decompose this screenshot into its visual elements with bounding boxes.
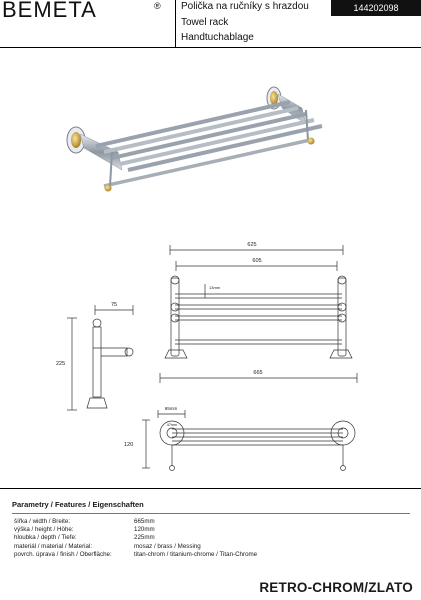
brand-logo: BEMETA <box>2 0 97 22</box>
front-view-drawing <box>160 245 357 383</box>
dim-depth: 75 <box>110 302 118 308</box>
param-value: mosaz / brass / Messing <box>134 542 201 550</box>
dim-mount: 65mm <box>164 406 178 411</box>
side-view-drawing <box>67 305 133 410</box>
param-value: 665mm <box>134 518 155 525</box>
params-title: Parametry / Features / Eigenschaften <box>12 500 144 509</box>
param-label: šířka / width / Breite: <box>14 518 71 525</box>
dim-total-width: 625 <box>247 242 257 248</box>
dim-rail-width: 605 <box>252 258 262 264</box>
params-top-rule <box>0 488 421 489</box>
dim-rail-gap: 13mm <box>209 285 221 290</box>
dim-top-height: 120 <box>124 442 134 448</box>
param-row <box>14 534 334 542</box>
param-label: výška / height / Höhe: <box>14 526 74 534</box>
param-label: hloubka / depth / Tiefe: <box>14 534 77 542</box>
params-table <box>14 518 334 559</box>
param-value: 225mm <box>134 534 155 542</box>
param-row <box>14 551 334 559</box>
param-value: 120mm <box>134 526 155 534</box>
product-code: 144202098 <box>331 0 421 16</box>
product-name-de: Handtuchablage <box>181 32 254 43</box>
param-row <box>14 543 334 551</box>
finish-title: RETRO-CHROM/ZLATO <box>259 580 413 595</box>
param-row <box>14 526 334 534</box>
header-divider <box>175 0 176 48</box>
product-name-cz: Polička na ručníky s hrazdou <box>181 1 309 12</box>
product-photo <box>67 87 322 192</box>
param-label: materiál / material / Material: <box>14 542 93 550</box>
registered-mark: ® <box>154 1 161 11</box>
product-names <box>181 0 309 46</box>
params-rule <box>12 513 410 514</box>
param-row <box>14 518 334 526</box>
product-name-en: Towel rack <box>181 16 229 28</box>
technical-drawing <box>0 48 421 488</box>
param-value: titan-chrom / titanium-chrome / Titan-Chrome <box>134 550 258 558</box>
top-view-drawing <box>142 410 355 471</box>
dim-height: 225 <box>56 361 66 367</box>
header <box>0 0 421 48</box>
param-label: povrch. úprava / finish / Oberfläche: <box>14 550 112 558</box>
dim-base-width: 665 <box>253 370 263 376</box>
dim-mount-small: 47mm <box>166 423 178 427</box>
